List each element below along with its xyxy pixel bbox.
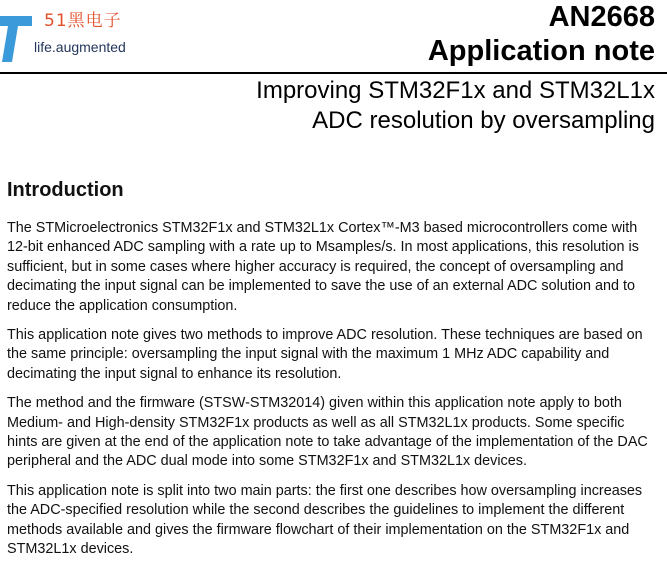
document-header	[0, 0, 667, 140]
paragraph: The STMicroelectronics STM32F1x and STM32L1x Cortex™-M3 based microcontrollers come with 12-bit enhanced ADC sampling with a rate up to Msamples/s. In most applications, this resolution is sufficient, but in some cases where higher accuracy is required, the concept of oversampling and decimating the input signal can be implemented to save the use of an external ADC solution and to reduce the application consumption.	[7, 220, 639, 314]
section-heading: Introduction	[7, 179, 124, 201]
document-title-line-2: ADC resolution by oversampling	[312, 107, 655, 134]
document-body	[7, 176, 657, 570]
document-title-line-1: Improving STM32F1x and STM32L1x	[256, 77, 655, 104]
document-type: Application note	[427, 35, 655, 67]
watermark-text: 51黑电子	[44, 11, 122, 31]
paragraph: This application note is split into two main parts: the first one describes how oversampling increases the ADC-specified resolution while the second describes the guidelines to implement the different methods available and gives the firmware flowchart of their implementation on the STM32F1x and STM32L1x devices.	[7, 482, 643, 558]
document-number: AN2668	[548, 1, 655, 33]
paragraph: This application note gives two methods to improve ADC resolution. These techniques are based on the same principle: oversampling the input signal with the maximum 1 MHz ADC capability and decimating the input signal to enhance its resolution.	[7, 327, 643, 382]
logo-tagline: life.augmented	[34, 39, 126, 55]
st-logo-icon	[0, 4, 32, 64]
header-divider	[0, 72, 667, 74]
paragraph: The method and the firmware (STSW-STM32014) given within this application note apply to both Medium- and High-density STM32F1x products as well as all STM32L1x products. Some specific hints are given at the end of the application note to take advantage of the implementation of the DAC peripheral and the ADC dual mode into some STM32F1x and STM32L1x devices.	[7, 395, 648, 470]
